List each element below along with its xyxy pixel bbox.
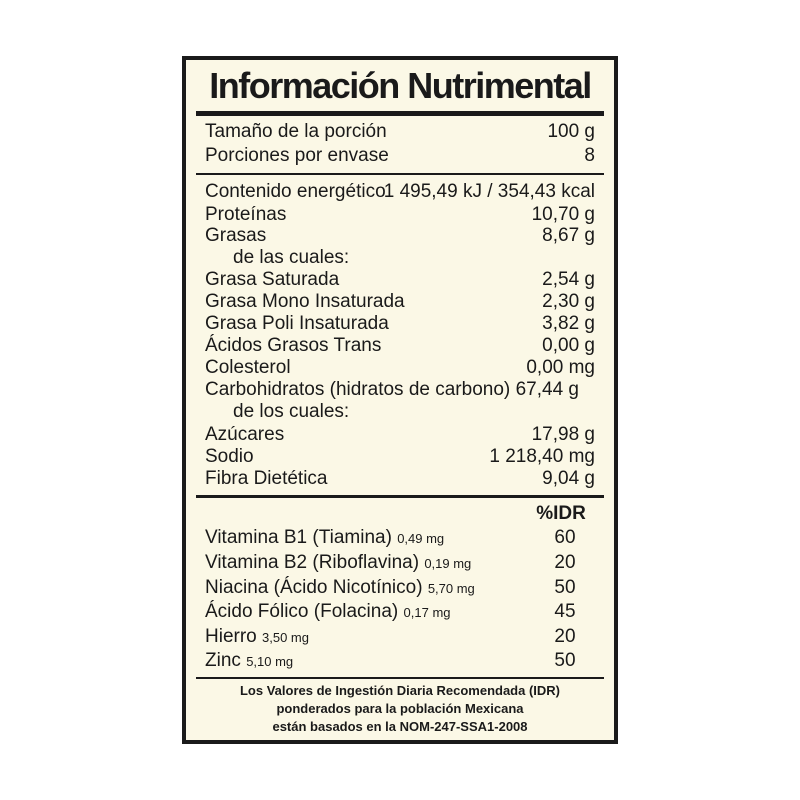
nutrient-row xyxy=(205,225,595,247)
vitamin-idr-percent: 50 xyxy=(554,650,576,671)
vitamin-row xyxy=(205,527,595,549)
nutrient-label: Ácidos Grasos Trans xyxy=(205,335,382,356)
nutrient-row xyxy=(205,468,595,490)
nutrient-value: 2,54 g xyxy=(542,269,595,290)
nutrient-row xyxy=(205,357,595,379)
nutrient-label: de los cuales: xyxy=(233,401,350,422)
serving-divider xyxy=(196,173,604,175)
servings-per-container-label: Porciones por envase xyxy=(205,145,389,166)
nutrient-label: Proteínas xyxy=(205,204,287,225)
vitamin-amount: 0,19 mg xyxy=(424,556,472,571)
vitamin-label: Niacina (Ácido Nicotínico) xyxy=(205,577,423,598)
vitamin-idr-percent: 45 xyxy=(554,601,576,622)
vitamin-idr-percent: 20 xyxy=(554,626,576,647)
nutrient-value: 0,00 g xyxy=(542,335,595,356)
nutrient-value: 10,70 g xyxy=(531,204,595,225)
nutrient-label: Contenido energético xyxy=(205,181,386,202)
vitamin-label: Vitamina B2 (Riboflavina) xyxy=(205,552,420,573)
nutrient-value: 8,67 g xyxy=(542,225,595,246)
vitamin-label: Hierro xyxy=(205,626,257,647)
servings-per-container-row xyxy=(205,145,595,167)
serving-size-label: Tamaño de la porción xyxy=(205,121,387,142)
vitamin-label: Vitamina B1 (Tiamina) xyxy=(205,527,392,548)
footnote-line: ponderados para la población Mexicana xyxy=(276,701,524,716)
serving-size-value: 100 g xyxy=(547,121,595,142)
nutrient-label: Grasa Poli Insaturada xyxy=(205,313,389,334)
nutrients-divider xyxy=(196,495,604,498)
nutrient-value: 1 495,49 kJ / 354,43 kcal xyxy=(383,181,595,202)
title-divider xyxy=(196,111,604,116)
nutrient-value: 0,00 mg xyxy=(526,357,595,378)
vitamin-amount: 3,50 mg xyxy=(262,630,309,645)
vitamin-amount: 5,70 mg xyxy=(427,581,475,596)
vitamin-idr-percent: 20 xyxy=(554,552,576,573)
nutrient-row xyxy=(205,181,595,203)
nutrient-value: 3,82 g xyxy=(542,313,595,334)
nutrient-row xyxy=(205,379,595,401)
panel-title: Información Nutrimental xyxy=(209,65,591,106)
idr-footnote xyxy=(196,682,604,736)
nutrient-label: Colesterol xyxy=(205,357,291,378)
vitamin-idr-percent: 60 xyxy=(554,527,576,548)
vitamin-row xyxy=(205,626,595,648)
vitamin-row xyxy=(205,552,595,574)
nutrient-label: Grasa Mono Insaturada xyxy=(205,291,405,312)
nutrient-row xyxy=(205,291,595,313)
nutrient-value: 9,04 g xyxy=(542,468,595,489)
vitamin-label: Ácido Fólico (Folacina) xyxy=(205,601,399,622)
nutrient-row xyxy=(205,335,595,357)
vitamin-row xyxy=(205,650,595,672)
nutrient-label: Sodio xyxy=(205,446,254,467)
vitamin-amount: 0,49 mg xyxy=(397,531,445,546)
nutrient-subheading xyxy=(205,247,595,269)
vitamin-idr-percent: 50 xyxy=(554,577,576,598)
nutrient-label: Grasa Saturada xyxy=(205,269,340,290)
nutrient-label: Fibra Dietética xyxy=(205,468,328,489)
nutrient-label: Carbohidratos (hidratos de carbono) xyxy=(205,379,511,400)
vitamin-row xyxy=(205,601,595,623)
servings-per-container-value: 8 xyxy=(584,145,595,166)
vitamin-amount: 0,17 mg xyxy=(403,605,451,620)
nutrient-value: 2,30 g xyxy=(542,291,595,312)
nutrient-label: Grasas xyxy=(205,225,267,246)
nutrient-row xyxy=(205,424,595,446)
nutrient-value: 67,44 g xyxy=(515,379,579,400)
nutrient-row xyxy=(205,313,595,335)
idr-column-header: %IDR xyxy=(536,503,586,524)
footnote-line: están basados en la NOM-247-SSA1-2008 xyxy=(272,719,528,734)
nutrient-value: 1 218,40 mg xyxy=(489,446,595,467)
nutrient-subheading xyxy=(205,401,595,423)
footnote-line: Los Valores de Ingestión Diaria Recomendada (IDR) xyxy=(239,683,561,698)
nutrition-facts-panel xyxy=(182,56,618,744)
nutrient-row xyxy=(205,446,595,468)
nutrient-label: Azúcares xyxy=(205,424,285,445)
footnote-divider xyxy=(196,677,604,679)
vitamin-label: Zinc xyxy=(205,650,241,671)
vitamin-row xyxy=(205,577,595,599)
vitamin-amount: 5,10 mg xyxy=(246,654,294,669)
nutrient-row xyxy=(205,269,595,291)
nutrient-label: de las cuales: xyxy=(233,247,350,268)
nutrient-row xyxy=(205,204,595,226)
serving-size-row xyxy=(205,121,595,143)
nutrient-value: 17,98 g xyxy=(531,424,595,445)
